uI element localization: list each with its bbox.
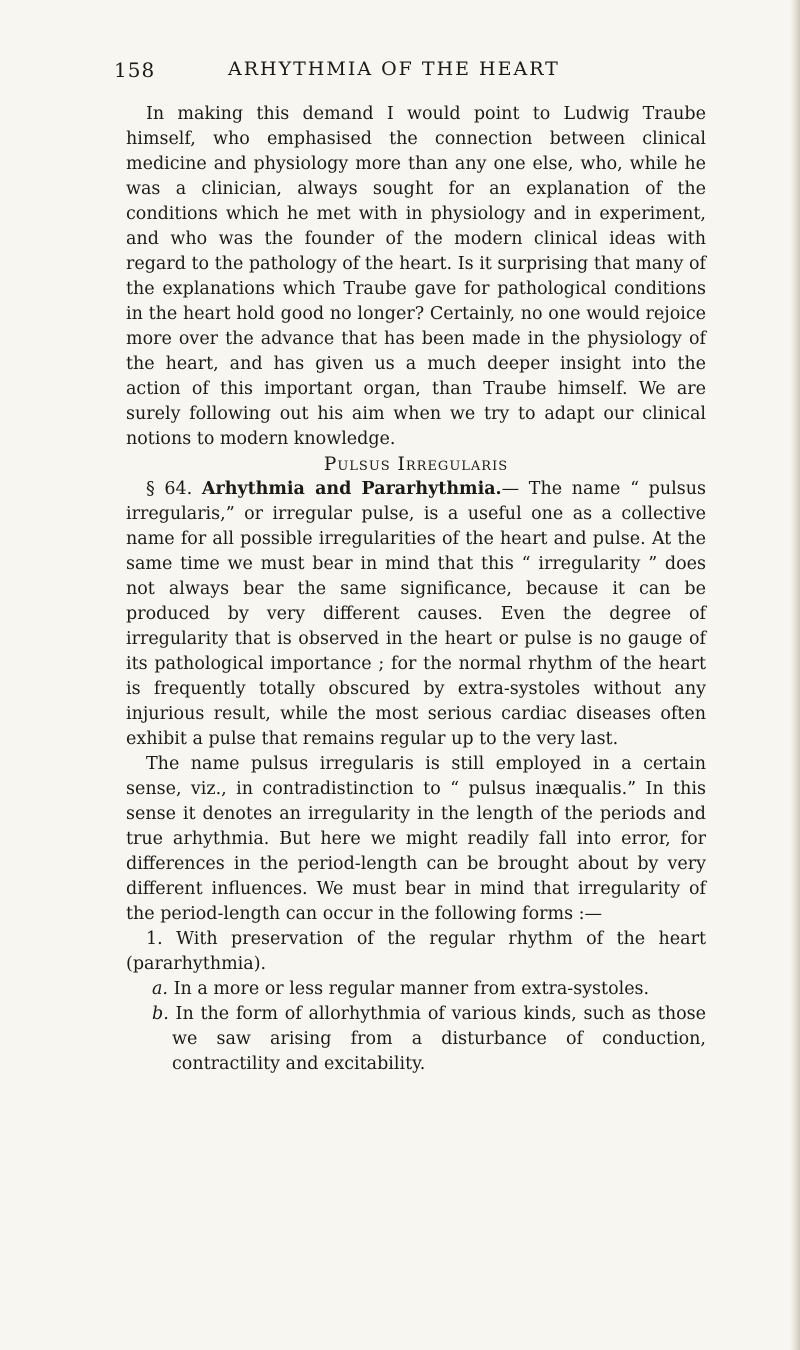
list-item-1: 1. With preservation of the regular rhythm of the heart (pararhythmia).: [126, 929, 706, 974]
paragraph: In making this demand I would point to Ludwig Traube himself, who emphasised the connection between clinical medicine and physiology more than any one else, who, while he was a clinician, always sought for an explanation of the conditions which he met with in physiology and in experiment, and who was the founder of the modern clinical ideas with regard to the pathology of the heart. Is it surprising that many of the explanations which Traube gave for pathological conditions in the heart hold good no longer? Certainly, no one would rejoice more over the advance that has been made in the physiology of the heart, and has given us a much deeper insight into the action of this important organ, than Traube himself. We are surely following out his aim when we try to adapt our clinical notions to modern knowledge.: [126, 104, 706, 449]
list-text-b: In the form of allorhythmia of various kinds, such as those we saw arising from a disturbance of conduction, contractility and excitability.: [172, 1004, 706, 1074]
paragraph-text: — The name “ pulsus irregularis,” or irregular pulse, is a useful one as a collective name for all possible irregularities of the heart and pulse. At the same time we must bear in mind that this “ irregularity ” does not always bear the same significance, because it can be produced by very different causes. Even the degree of irregularity that is observed in the heart or pulse is no gauge of its pathological importance ; for the normal rhythm of the heart is frequently totally obscured by extra-systoles without any injurious result, while the most serious cardiac diseases often exhibit a pulse that remains regular up to the very last.: [126, 479, 706, 749]
list-item-b: [126, 1002, 706, 1077]
section-heading: Pulsus Irregularis: [323, 454, 509, 475]
list-item-a: [126, 977, 706, 1002]
running-head: [114, 52, 708, 92]
list-label-b: b.: [152, 1004, 169, 1024]
section-title: Arhythmia and Pararhythmia.: [201, 479, 502, 499]
list-label-a: a.: [152, 979, 168, 999]
running-title: ARHYTHMIA OF THE HEART: [228, 58, 560, 80]
section-number: § 64.: [146, 479, 193, 499]
paragraph: The name pulsus irregularis is still employed in a certain sense, viz., in contradistinction to “ pulsus inæqualis.” In this sense it denotes an irregularity in the length of the periods and true arhythmia. But here we might readily fall into error, for differences in the period-length can be brought about by very different influences. We must bear in mind that irregularity of the period-length can occur in the following forms :—: [126, 754, 706, 924]
paragraph-section-64: [126, 477, 706, 752]
text-body: [126, 102, 706, 1077]
list-text-a: In a more or less regular manner from extra-systoles.: [173, 979, 650, 999]
page-number: 158: [114, 58, 156, 82]
